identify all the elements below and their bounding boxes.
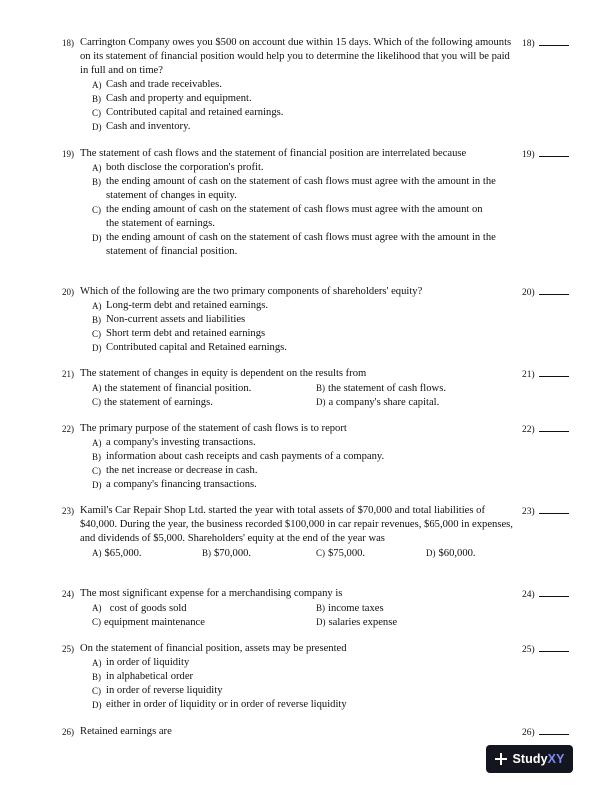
option-a[interactable]: A) both disclose the corporation's profit. (92, 162, 264, 173)
options-list (92, 78, 598, 134)
option-d[interactable]: D) the ending amount of cash on the statement of cash flows must agree with the amount in the statement of financial position. (92, 232, 496, 257)
question-stem: Carrington Company owes you $500 on account due within 15 days. Which of the following amounts on its statement of financial position would help you to determine the likelihood that you will be paid in full and on time? (80, 37, 512, 76)
options-list (92, 299, 598, 355)
option-d[interactable]: D) Contributed capital and Retained earnings. (92, 342, 287, 353)
question-25 (62, 642, 598, 712)
option-b[interactable]: B) the statement of cash flows. (316, 383, 446, 394)
option-c[interactable]: C) Contributed capital and retained earnings. (92, 107, 284, 118)
option-b[interactable]: B) Non-current assets and liabilities (92, 314, 246, 325)
options-list (92, 656, 598, 712)
option-d[interactable]: D) salaries expense (316, 617, 398, 628)
option-c[interactable]: C) the ending amount of cash on the statement of cash flows must agree with the amount on the statement of earnings. (92, 204, 483, 229)
option-d[interactable]: D) Cash and inventory. (92, 121, 191, 132)
answer-blank[interactable]: 19) (522, 147, 569, 162)
question-number: 19) (62, 149, 74, 159)
question-19 (62, 147, 598, 259)
option-b[interactable]: B) in alphabetical order (92, 671, 194, 682)
question-stem: Which of the following are the two primary components of shareholders' equity? (80, 286, 423, 297)
question-20 (62, 285, 598, 355)
question-21 (62, 367, 598, 409)
option-a[interactable]: A) $65,000. (92, 548, 142, 559)
options-list (92, 436, 598, 492)
option-d[interactable]: D) a company's share capital. (316, 397, 440, 408)
option-a[interactable]: A) Cash and trade receivables. (92, 79, 222, 90)
answer-blank[interactable]: 25) (522, 642, 569, 657)
answer-blank[interactable]: 18) (522, 36, 569, 51)
question-number: 21) (62, 369, 74, 379)
options-grid (92, 601, 598, 629)
answer-blank[interactable]: 21) (522, 367, 569, 382)
option-c[interactable]: C) Short term debt and retained earnings (92, 328, 266, 339)
question-stem: Retained earnings are (80, 726, 172, 737)
option-a[interactable]: A) Long-term debt and retained earnings. (92, 300, 269, 311)
option-c[interactable]: C) the net increase or decrease in cash. (92, 465, 258, 476)
question-26 (62, 725, 598, 739)
question-number: 18) (62, 38, 74, 48)
option-a[interactable]: A) the statement of financial position. (92, 383, 252, 394)
option-c[interactable]: C) $75,000. (316, 548, 366, 559)
question-18 (62, 36, 598, 134)
question-number: 25) (62, 644, 74, 654)
option-d[interactable]: D) either in order of liquidity or in order of reverse liquidity (92, 699, 347, 710)
question-number: 22) (62, 424, 74, 434)
option-a[interactable]: A) a company's investing transactions. (92, 437, 256, 448)
option-d[interactable]: D) a company's financing transactions. (92, 479, 257, 490)
question-24 (62, 587, 598, 629)
question-23 (62, 504, 598, 560)
option-d[interactable]: D) $60,000. (426, 548, 476, 559)
question-stem: Kamil's Car Repair Shop Ltd. started the year with total assets of $70,000 and total liabilities of $40,000. During the year, the business recorded $100,000 in car repair revenues, $65,000 in expenses, and dividends of $5,000. Shareholders' equity at the end of the year was (80, 505, 513, 544)
question-number: 23) (62, 506, 74, 516)
question-stem: The primary purpose of the statement of cash flows is to report (80, 423, 347, 434)
options-row (92, 546, 598, 560)
answer-blank[interactable]: 26) (522, 725, 569, 740)
question-22 (62, 422, 598, 492)
question-stem: The statement of cash flows and the statement of financial position are interrelated because (80, 148, 467, 159)
option-c[interactable]: C) the statement of earnings. (92, 397, 213, 408)
question-number: 26) (62, 727, 74, 737)
option-b[interactable]: B) the ending amount of cash on the statement of cash flows must agree with the amount in the statement of changes in equity. (92, 176, 496, 201)
question-stem: On the statement of financial position, assets may be presented (80, 643, 347, 654)
option-b[interactable]: B) income taxes (316, 603, 384, 614)
logo-text: StudyXY (512, 752, 565, 766)
question-stem: The most significant expense for a merchandising company is (80, 588, 343, 599)
option-a[interactable]: A) cost of goods sold (92, 603, 187, 614)
option-a[interactable]: A) in order of liquidity (92, 657, 190, 668)
answer-blank[interactable]: 23) (522, 504, 569, 519)
options-grid (92, 381, 598, 409)
option-c[interactable]: C) in order of reverse liquidity (92, 685, 223, 696)
answer-blank[interactable]: 22) (522, 422, 569, 437)
option-c[interactable]: C) equipment maintenance (92, 617, 205, 628)
option-b[interactable]: B) $70,000. (202, 548, 252, 559)
studyxy-logo[interactable] (486, 745, 573, 773)
plus-icon (494, 752, 508, 766)
question-number: 24) (62, 589, 74, 599)
question-stem: The statement of changes in equity is dependent on the results from (80, 368, 367, 379)
answer-blank[interactable]: 20) (522, 285, 569, 300)
option-b[interactable]: B) Cash and property and equipment. (92, 93, 252, 104)
answer-blank[interactable]: 24) (522, 587, 569, 602)
options-list (92, 161, 598, 259)
question-number: 20) (62, 287, 74, 297)
option-b[interactable]: B) information about cash receipts and cash payments of a company. (92, 451, 385, 462)
